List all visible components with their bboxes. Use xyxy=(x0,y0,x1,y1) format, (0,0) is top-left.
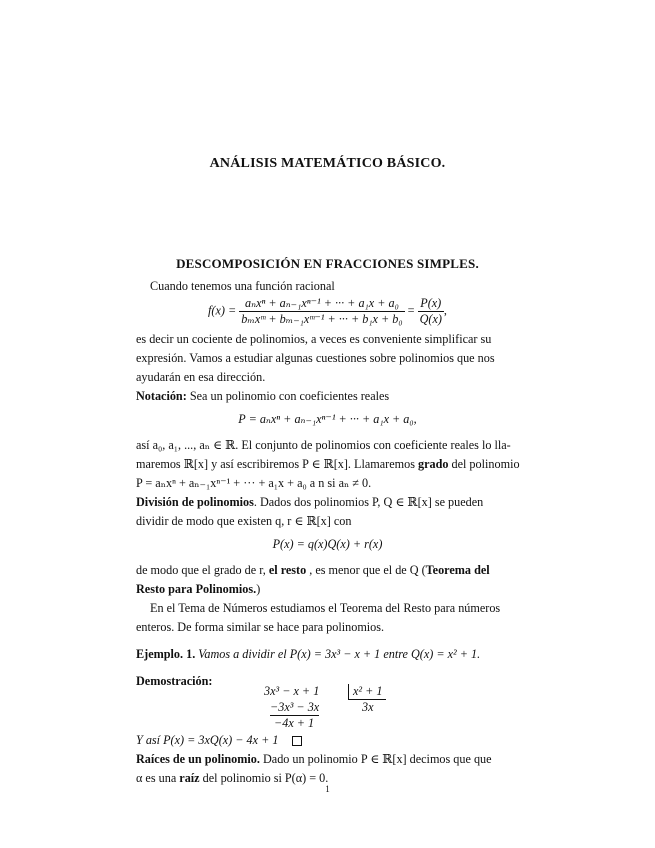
division-dividend: 3x³ − x + 1 xyxy=(264,684,320,698)
division-paragraph xyxy=(136,493,520,512)
raiz-term: raíz xyxy=(179,771,200,785)
roots-paragraph xyxy=(136,750,520,769)
example-label: Ejemplo. 1. xyxy=(136,647,196,661)
formula-denominator-2: Q(x) xyxy=(419,312,442,326)
division-label: División de polinomios xyxy=(136,495,254,509)
notation-label: Notación: xyxy=(136,389,187,403)
division-quotient: 3x xyxy=(362,700,374,714)
division-formula-text: P(x) = q(x)Q(x) + r(x) xyxy=(272,537,383,551)
roots-line-2b: del polinomio si P(α) = 0. xyxy=(199,771,329,785)
intro-line-2: es decir un cociente de polinomios, a veces es conveniente simplificar su xyxy=(136,332,492,346)
notation-line-2-start: maremos ℝ[x] y así escribiremos P ∈ ℝ[x]. Llamaremos xyxy=(136,457,418,471)
demo-label xyxy=(136,672,520,691)
division-divisor: x² + 1 xyxy=(348,684,386,700)
division-remainder: −4x + 1 xyxy=(274,716,315,730)
division-text: . Dados dos polinomios P, Q ∈ ℝ[x] se pueden xyxy=(253,495,484,509)
formula-fraction-2 xyxy=(418,296,444,327)
formula-fraction-1 xyxy=(239,296,404,327)
division-line-3b: , es menor que el de Q ( xyxy=(306,563,426,577)
el-resto-term: el resto xyxy=(268,563,307,577)
teorema-term-2: Resto para Polinomios. xyxy=(136,582,257,596)
notation-line-2-end: del polinomio xyxy=(448,457,520,471)
formula-denominator: bₘxᵐ + bₘ₋₁xᵐ⁻¹ + ··· + b₁x + b₀ xyxy=(241,312,403,326)
division-subtract: −3x³ − 3x xyxy=(270,700,320,714)
example-paragraph xyxy=(136,645,520,664)
demo-label-text: Demostración: xyxy=(136,674,213,688)
formula-numerator: aₙxⁿ + aₙ₋₁xⁿ⁻¹ + ··· + a₁x + a₀ xyxy=(239,296,404,312)
division-para-1: En el Tema de Números estudiamos el Teorema del Resto para números xyxy=(150,601,501,615)
division-para-2: enteros. De forma similar se hace para polinomios. xyxy=(136,620,385,634)
notation-line-2 xyxy=(136,455,520,474)
division-line-2: dividir de modo que existen q, r ∈ ℝ[x] con xyxy=(136,514,352,528)
division-line-3 xyxy=(136,561,520,580)
polynomial-formula xyxy=(0,412,655,427)
qed-square-icon xyxy=(292,736,302,746)
demo-conclusion-text: Y así P(x) = 3xQ(x) − 4x + 1 xyxy=(136,733,279,747)
formula-numerator-2: P(x) xyxy=(418,296,444,312)
roots-text: Dado un polinomio P ∈ ℝ[x] decimos que que xyxy=(259,752,492,766)
teorema-term-1: Teorema del xyxy=(425,563,490,577)
intro-line-3: expresión. Vamos a estudiar algunas cuestiones sobre polinomios que nos xyxy=(136,351,495,365)
polynomial-formula-text: P = aₙxⁿ + aₙ₋₁xⁿ⁻¹ + ··· + a₁x + a₀, xyxy=(238,412,417,426)
demo-conclusion xyxy=(136,731,520,750)
division-formula xyxy=(0,537,655,552)
division-line-4-end: ) xyxy=(256,582,261,596)
grado-term: grado xyxy=(417,457,449,471)
notation-line-3: P = aₙxⁿ + aₙ₋₁xⁿ⁻¹ + ··· + a₁x + a₀ a n si aₙ ≠ 0. xyxy=(136,476,372,490)
intro-line-4: ayudarán en esa dirección. xyxy=(136,370,266,384)
formula-comma: , xyxy=(443,303,447,318)
notation-line-1: así a₀, a₁, ..., aₙ ∈ ℝ. El conjunto de polinomios con coeficiente reales lo lla- xyxy=(136,438,511,452)
notation-paragraph xyxy=(136,387,520,406)
division-line-4 xyxy=(136,580,520,599)
roots-line-2a: α es una xyxy=(136,771,180,785)
document-title: ANÁLISIS MATEMÁTICO BÁSICO. xyxy=(209,156,446,171)
page-number: 1 xyxy=(325,784,330,794)
formula-lhs: f(x) = xyxy=(208,303,237,318)
example-text: Vamos a dividir el P(x) = 3x³ − x + 1 entre Q(x) = x² + 1. xyxy=(195,647,481,661)
division-line-3a: de modo que el grado de r, xyxy=(136,563,269,577)
notation-text: Sea un polinomio con coeficientes reales xyxy=(186,389,390,403)
formula-equals: = xyxy=(407,303,415,318)
section-title: DESCOMPOSICIÓN EN FRACCIONES SIMPLES. xyxy=(176,256,479,271)
rational-function-formula xyxy=(0,296,655,327)
roots-label: Raíces de un polinomio. xyxy=(136,752,260,766)
intro-line-1: Cuando tenemos una función racional xyxy=(150,279,335,293)
